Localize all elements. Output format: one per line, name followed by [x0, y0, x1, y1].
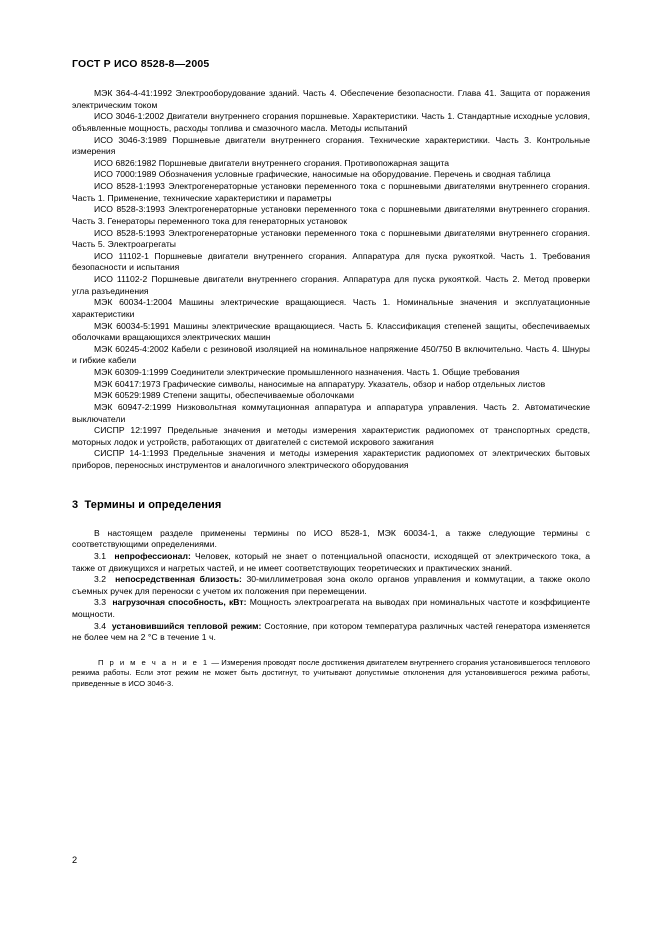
reference-item: ИСО 11102-2 Поршневые двигатели внутреннего сгорания. Аппаратура для пуска рукояткой. Часть 2. Метод проверки угла разъединения: [72, 274, 590, 296]
page-number: 2: [72, 855, 78, 865]
page-header: ГОСТ Р ИСО 8528-8—2005: [72, 58, 210, 70]
note-text: — Измерения проводят после достижения двигателем внутреннего сгорания установившегося теплового режима работы. Если этот режим не может быть достигнут, то учитывают допустимые отклонения для установившегося режима работы, приведенные в ИСО 3046-3.: [72, 657, 590, 689]
note-spacer: [72, 644, 590, 658]
reference-item: ИСО 7000:1989 Обозначения условные графические, наносимые на оборудование. Перечень и сводная таблица: [94, 169, 551, 180]
reference-item: ИСО 8528-3:1993 Электрогенераторные установки переменного тока с поршневыми двигателями внутреннего сгорания. Часть 3. Генераторы переменного тока для генераторных установок: [72, 204, 590, 226]
section-number: 3: [72, 498, 79, 511]
reference-item: МЭК 364-4-41:1992 Электрооборудование зданий. Часть 4. Обеспечение безопасности. Глава 41. Защита от поражения электрическим током: [72, 88, 590, 110]
section-heading: [72, 499, 590, 511]
term-name: нагрузочная способность, кВт:: [112, 597, 247, 608]
reference-item: ИСО 11102-1 Поршневые двигатели внутреннего сгорания. Аппаратура для пуска рукояткой. Часть 1. Требования безопасности и испытания: [72, 250, 590, 273]
term-definition: 30-миллиметровая зона около органов управления и коммутации, а также около съемных ручек для переноски с учетом их положения при перемещении.: [72, 574, 590, 596]
reference-item: МЭК 60309-1:1999 Соединители электрические промышленного назначения. Часть 1. Общие требования: [94, 367, 520, 377]
term-entry: [72, 574, 590, 597]
reference-item: ИСО 8528-1:1993 Электрогенераторные установки переменного тока с поршневыми двигателями внутреннего сгорания. Часть 1. Применение, технические характеристики и параметры: [72, 181, 590, 203]
note-label: П р и м е ч а н и е 1: [98, 657, 210, 667]
term-name: установившийся тепловой режим:: [111, 620, 262, 631]
term-number: 3.2: [94, 574, 107, 585]
term-definition: Человек, который не знает о потенциальной опасности, исходящей от электрического тока, а также от движущихся и нагретых частей, и не имеет соответствующих теоретических и практических знаний.: [72, 550, 590, 573]
reference-item: СИСПР 14-1:1993 Предельные значения и методы измерения характеристик радиопомех от электрических бытовых приборов, переносных инструментов и аналогичного электрического оборудования: [72, 448, 590, 470]
term-definition: Мощность электроагрегата на выводах при номинальных частоте и коэффициенте мощности.: [72, 597, 590, 619]
reference-item: СИСПР 12:1997 Предельные значения и методы измерения характеристик радиопомех от транспортных средств, моторных лодок и устройств, работающих от двигателей с системой искрового зажигания: [72, 425, 590, 447]
note-block: [72, 658, 590, 690]
page-content: [72, 88, 590, 690]
term-definition: Состояние, при котором температура различных частей генератора изменяется не более чем на 2 °С в течение 1 ч.: [72, 620, 590, 643]
reference-item: МЭК 60947-2:1999 Низковольтная коммутационная аппаратура и аппаратура управления. Часть 2. Автоматические выключатели: [72, 401, 590, 424]
term-number: 3.1: [94, 550, 107, 561]
section-title: Термины и определения: [84, 498, 222, 511]
term-name: непрофессионал:: [114, 550, 191, 561]
term-number: 3.4: [94, 620, 107, 631]
reference-item: ИСО 3046-3:1989 Поршневые двигатели внутреннего сгорания. Технические характеристики. Часть 3. Контрольные измерения: [72, 134, 590, 157]
reference-item: МЭК 60034-5:1991 Машины электрические вращающиеся. Часть 5. Классификация степеней защиты, обеспечиваемых оболочками вращающихся электрических машин: [72, 320, 590, 343]
reference-item: ИСО 6826:1982 Поршневые двигатели внутреннего сгорания. Противопожарная защита: [94, 157, 450, 168]
reference-item: МЭК 60245-4:2002 Кабели с резиновой изоляцией на номинальное напряжение 450/750 В включительно. Часть 4. Шнуры и гибкие кабели: [72, 343, 590, 366]
term-entry: [72, 621, 590, 644]
reference-item: МЭК 60034-1:2004 Машины электрические вращающиеся. Часть 1. Номинальные значения и эксплуатационные характеристики: [72, 297, 590, 319]
term-entry: [72, 597, 590, 620]
term-number: 3.3: [94, 597, 107, 608]
reference-item: МЭК 60417:1973 Графические символы, наносимые на аппаратуру. Указатель, обзор и набор отдельных листов: [94, 378, 546, 389]
reference-item: ИСО 3046-1:2002 Двигатели внутреннего сгорания поршневые. Характеристики. Часть 1. Стандартные исходные условия, объявленные мощность, расходы топлива и смазочного масла. Методы испытаний: [72, 111, 590, 133]
reference-item: МЭК 60529:1989 Степени защиты, обеспечиваемые оболочками: [94, 390, 355, 401]
section-heading-wrap: [72, 472, 590, 528]
term-entry: [72, 551, 590, 574]
term-name: непосредственная близость:: [115, 574, 242, 585]
reference-item: ИСО 8528-5:1993 Электрогенераторные установки переменного тока с поршневыми двигателями внутреннего сгорания. Часть 5. Электроагрегаты: [72, 227, 590, 250]
section-intro: В настоящем разделе применены термины по ИСО 8528-1, МЭК 60034-1, а также следующие термины с соответствующими определениями.: [72, 527, 590, 550]
